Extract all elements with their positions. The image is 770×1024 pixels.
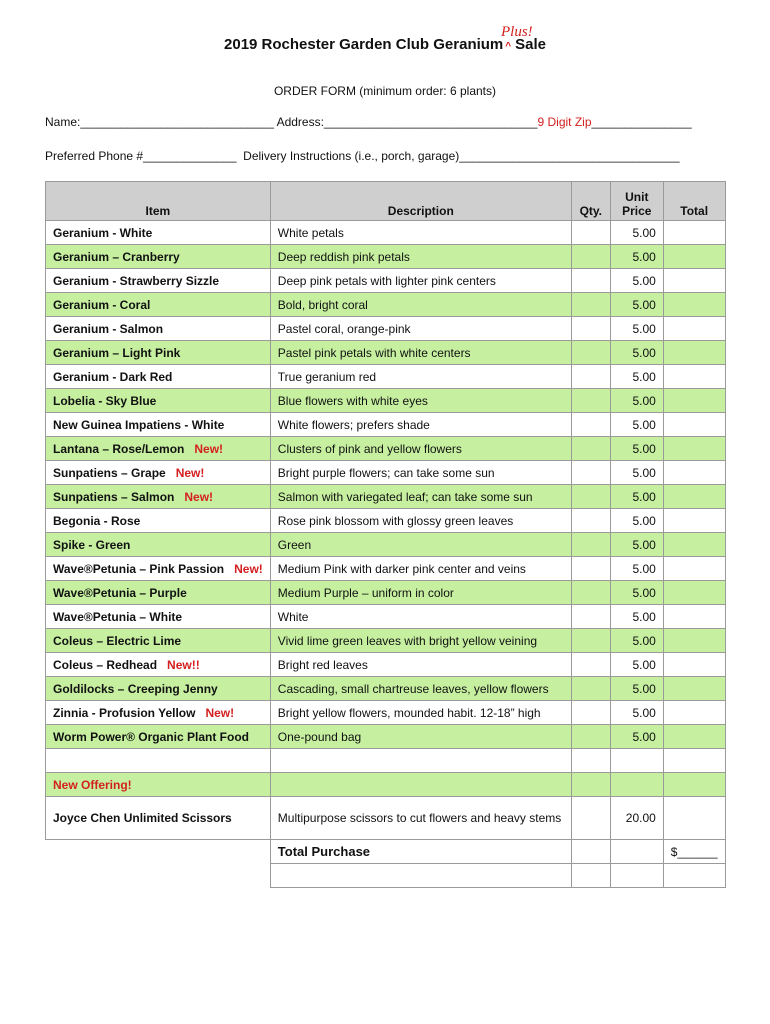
table-row	[46, 437, 726, 461]
table-row	[46, 269, 726, 293]
table-row	[46, 293, 726, 317]
total-cell[interactable]	[663, 533, 725, 557]
item-cell	[46, 509, 271, 533]
item-cell	[46, 581, 271, 605]
item-cell	[46, 413, 271, 437]
page-subtitle: ORDER FORM (minimum order: 6 plants)	[273, 84, 497, 98]
qty-cell[interactable]	[571, 677, 610, 701]
description-cell: Medium Pink with darker pink center and veins	[270, 557, 571, 581]
item-cell	[46, 221, 271, 245]
price-cell: 5.00	[610, 533, 663, 557]
total-cell[interactable]	[663, 245, 725, 269]
total-cell[interactable]	[663, 797, 725, 840]
name-field[interactable]: Name:_____________________________	[45, 115, 274, 129]
item-name: Worm Power® Organic Plant Food	[53, 729, 249, 744]
item-name: Lantana – Rose/Lemon	[53, 441, 185, 456]
description-cell: Pastel coral, orange-pink	[270, 317, 571, 341]
description-cell: White petals	[270, 221, 571, 245]
total-cell[interactable]	[663, 725, 725, 749]
price-cell: 5.00	[610, 701, 663, 725]
col-total-header: Total	[663, 182, 725, 221]
qty-cell[interactable]	[571, 653, 610, 677]
title-block	[0, 24, 770, 54]
price-cell: 5.00	[610, 461, 663, 485]
description-cell: Multipurpose scissors to cut flowers and heavy stems	[270, 797, 571, 840]
table-row	[46, 461, 726, 485]
total-cell[interactable]	[663, 293, 725, 317]
price-cell: 5.00	[610, 413, 663, 437]
price-cell: 5.00	[610, 605, 663, 629]
item-cell	[46, 245, 271, 269]
price-cell: 5.00	[610, 389, 663, 413]
item-cell	[46, 389, 271, 413]
table-row	[46, 533, 726, 557]
qty-cell[interactable]	[571, 509, 610, 533]
item-cell	[46, 677, 271, 701]
title-right: Sale	[515, 36, 546, 53]
table-row	[46, 389, 726, 413]
qty-cell[interactable]	[571, 269, 610, 293]
description-cell: Medium Purple – uniform in color	[270, 581, 571, 605]
qty-cell[interactable]	[571, 701, 610, 725]
item-name: Coleus – Redhead	[53, 657, 158, 672]
title-left: 2019 Rochester Garden Club Geranium	[224, 36, 504, 53]
description-cell: White flowers; prefers shade	[270, 413, 571, 437]
blank-cell	[663, 864, 725, 888]
item-name: Geranium - Strawberry Sizzle	[53, 273, 220, 288]
total-cell[interactable]	[663, 341, 725, 365]
item-name: Begonia - Rose	[53, 513, 141, 528]
item-name: Goldilocks – Creeping Jenny	[53, 681, 218, 696]
total-cell[interactable]	[663, 581, 725, 605]
new-offering-label: New Offering!	[46, 773, 271, 797]
description-cell: Salmon with variegated leaf; can take some sun	[270, 485, 571, 509]
item-cell	[46, 653, 271, 677]
col-item-header: Item	[46, 182, 271, 221]
description-cell: Vivid lime green leaves with bright yellow veining	[270, 629, 571, 653]
item-cell	[46, 437, 271, 461]
qty-cell[interactable]	[571, 365, 610, 389]
table-header-row	[46, 182, 726, 221]
contact-line	[45, 115, 692, 129]
total-purchase-field[interactable]: $______	[663, 840, 725, 864]
description-cell: Bright yellow flowers, mounded habit. 12-18” high	[270, 701, 571, 725]
blank-row	[46, 749, 726, 773]
new-badge: New!	[184, 489, 214, 504]
total-cell[interactable]	[663, 365, 725, 389]
item-name: Geranium – Light Pink	[53, 345, 181, 360]
new-offering-row	[46, 773, 726, 797]
item-cell	[46, 317, 271, 341]
total-cell[interactable]	[663, 269, 725, 293]
description-cell: Rose pink blossom with glossy green leaves	[270, 509, 571, 533]
qty-cell[interactable]	[571, 557, 610, 581]
zip-label: 9 Digit Zip	[537, 115, 592, 129]
item-cell	[46, 725, 271, 749]
empty-cell	[46, 864, 271, 888]
table-row	[46, 509, 726, 533]
item-cell	[46, 605, 271, 629]
price-cell: 5.00	[610, 677, 663, 701]
description-cell: Pastel pink petals with white centers	[270, 341, 571, 365]
new-badge: New!	[194, 441, 224, 456]
price-cell: 5.00	[610, 341, 663, 365]
zip-field[interactable]: _______________	[591, 115, 692, 129]
empty-cell	[46, 840, 271, 864]
col-unit-price-header: Unit Price	[610, 182, 663, 221]
description-cell: White	[270, 605, 571, 629]
item-name: New Guinea Impatiens - White	[53, 417, 225, 432]
blank-cell	[610, 749, 663, 773]
total-cell[interactable]	[663, 605, 725, 629]
table-row	[46, 245, 726, 269]
description-cell: Bright purple flowers; can take some sun	[270, 461, 571, 485]
item-name: Sunpatiens – Grape	[53, 465, 166, 480]
blank-cell	[46, 749, 271, 773]
table-row	[46, 701, 726, 725]
total-purchase-label: Total Purchase	[270, 840, 571, 864]
qty-cell[interactable]	[571, 749, 610, 773]
total-cell[interactable]	[663, 437, 725, 461]
item-name: Wave®Petunia – White	[53, 609, 183, 624]
total-cell[interactable]	[663, 389, 725, 413]
qty-cell[interactable]	[571, 341, 610, 365]
item-cell	[46, 557, 271, 581]
total-cell[interactable]	[663, 485, 725, 509]
qty-cell[interactable]	[571, 797, 610, 840]
total-row	[46, 840, 726, 864]
price-cell: 5.00	[610, 629, 663, 653]
new-badge: New!	[205, 705, 235, 720]
description-cell: Bright red leaves	[270, 653, 571, 677]
description-cell: Green	[270, 533, 571, 557]
price-cell: 5.00	[610, 557, 663, 581]
table-row	[46, 557, 726, 581]
col-qty-header: Qty.	[571, 182, 610, 221]
item-name: Geranium - Coral	[53, 297, 151, 312]
phone-field[interactable]: Preferred Phone #______________	[45, 149, 237, 163]
item-name: Lobelia - Sky Blue	[53, 393, 157, 408]
total-cell[interactable]	[663, 557, 725, 581]
total-cell[interactable]	[663, 509, 725, 533]
qty-cell[interactable]	[571, 461, 610, 485]
price-cell: 5.00	[610, 317, 663, 341]
total-cell[interactable]	[663, 221, 725, 245]
description-cell: Deep reddish pink petals	[270, 245, 571, 269]
item-cell	[46, 629, 271, 653]
qty-cell[interactable]	[571, 221, 610, 245]
total-cell[interactable]	[663, 701, 725, 725]
price-cell: 5.00	[610, 269, 663, 293]
table-row	[46, 365, 726, 389]
new-badge: New!	[234, 561, 263, 576]
price-cell: 5.00	[610, 245, 663, 269]
item-name: Geranium – Cranberry	[53, 249, 180, 264]
qty-cell[interactable]	[571, 605, 610, 629]
phone-line	[45, 149, 680, 163]
col-description-header: Description	[270, 182, 571, 221]
blank-cell	[270, 864, 571, 888]
item-cell	[46, 701, 271, 725]
item-name: Geranium - White	[53, 225, 153, 240]
qty-cell[interactable]	[571, 317, 610, 341]
qty-cell[interactable]	[571, 413, 610, 437]
address-field[interactable]: Address:________________________________	[276, 115, 538, 129]
item-name: Wave®Petunia – Pink Passion	[53, 561, 225, 576]
blank-cell	[571, 840, 610, 864]
table-row	[46, 653, 726, 677]
new-badge: New!	[175, 465, 205, 480]
item-name: Spike - Green	[53, 537, 131, 552]
scissors-row	[46, 797, 726, 840]
description-cell: Cascading, small chartreuse leaves, yellow flowers	[270, 677, 571, 701]
total-cell[interactable]	[663, 317, 725, 341]
total-cell[interactable]	[663, 749, 725, 773]
blank-cell	[610, 773, 663, 797]
table-row	[46, 317, 726, 341]
qty-cell[interactable]	[571, 245, 610, 269]
plus-annotation: Plus!	[501, 24, 533, 40]
table-row	[46, 413, 726, 437]
table-row	[46, 629, 726, 653]
page-title	[224, 24, 546, 53]
item-name: Geranium - Salmon	[53, 321, 164, 336]
table-row	[46, 725, 726, 749]
blank-cell	[610, 840, 663, 864]
item-cell	[46, 461, 271, 485]
table-row	[46, 485, 726, 509]
item-cell	[46, 269, 271, 293]
price-cell: 20.00	[610, 797, 663, 840]
blank-cell	[270, 749, 571, 773]
table-row	[46, 677, 726, 701]
description-cell: Clusters of pink and yellow flowers	[270, 437, 571, 461]
qty-cell[interactable]	[571, 629, 610, 653]
total-cell[interactable]	[663, 461, 725, 485]
description-cell: One-pound bag	[270, 725, 571, 749]
item-cell: Joyce Chen Unlimited Scissors	[46, 797, 271, 840]
blank-cell	[571, 864, 610, 888]
item-name: Wave®Petunia – Purple	[53, 585, 187, 600]
qty-cell[interactable]	[571, 725, 610, 749]
item-cell	[46, 533, 271, 557]
item-cell	[46, 485, 271, 509]
qty-cell[interactable]	[571, 293, 610, 317]
qty-cell[interactable]	[571, 389, 610, 413]
table-row	[46, 605, 726, 629]
description-cell: Bold, bright coral	[270, 293, 571, 317]
price-cell: 5.00	[610, 653, 663, 677]
item-name: Zinnia - Profusion Yellow	[53, 705, 196, 720]
qty-cell[interactable]	[571, 437, 610, 461]
item-cell	[46, 365, 271, 389]
price-cell: 5.00	[610, 725, 663, 749]
total-cell[interactable]	[663, 653, 725, 677]
blank-cell	[270, 773, 571, 797]
total-cell[interactable]	[663, 413, 725, 437]
blank-row	[46, 864, 726, 888]
total-cell[interactable]	[663, 629, 725, 653]
blank-cell	[571, 773, 610, 797]
description-cell: True geranium red	[270, 365, 571, 389]
delivery-field[interactable]: Delivery Instructions (i.e., porch, garage)_________________________________	[243, 149, 680, 163]
qty-cell[interactable]	[571, 581, 610, 605]
price-cell: 5.00	[610, 509, 663, 533]
qty-cell[interactable]	[571, 533, 610, 557]
item-name: Geranium - Dark Red	[53, 369, 173, 384]
price-cell: 5.00	[610, 221, 663, 245]
new-badge: New!!	[167, 657, 200, 672]
qty-cell[interactable]	[571, 485, 610, 509]
total-cell[interactable]	[663, 677, 725, 701]
blank-cell	[610, 864, 663, 888]
table-row	[46, 341, 726, 365]
price-cell: 5.00	[610, 437, 663, 461]
item-name: Sunpatiens – Salmon	[53, 489, 175, 504]
item-name: Coleus – Electric Lime	[53, 633, 182, 648]
item-cell	[46, 293, 271, 317]
price-cell: 5.00	[610, 293, 663, 317]
table-row	[46, 221, 726, 245]
order-table	[45, 181, 726, 888]
price-cell: 5.00	[610, 581, 663, 605]
item-cell	[46, 341, 271, 365]
description-cell: Deep pink petals with lighter pink centers	[270, 269, 571, 293]
insertion-caret: ^	[505, 41, 512, 52]
table-row	[46, 581, 726, 605]
price-cell: 5.00	[610, 365, 663, 389]
blank-cell	[663, 773, 725, 797]
description-cell: Blue flowers with white eyes	[270, 389, 571, 413]
price-cell: 5.00	[610, 485, 663, 509]
